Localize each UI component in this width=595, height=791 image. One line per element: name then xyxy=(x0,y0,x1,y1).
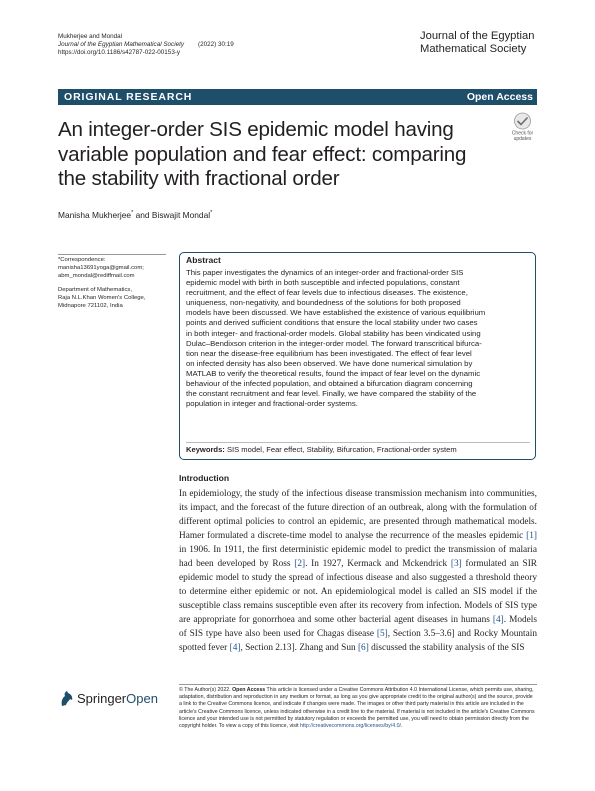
keywords-divider xyxy=(186,442,530,443)
intro-heading: Introduction xyxy=(179,473,230,483)
sidebar-divider xyxy=(58,254,166,255)
check-for-updates-icon xyxy=(508,112,537,142)
paper-title: An integer-order SIS epidemic model having variable population and fear effect: comparing the stability with fractional order xyxy=(58,118,467,191)
citation-link[interactable]: [4] xyxy=(492,615,504,625)
badge-line2: updates xyxy=(513,136,532,142)
affiliation-block: Department of Mathematics, Raja N.L.Khan Women's College, Midnapore 721102, India xyxy=(58,287,146,310)
email-2[interactable]: abm_mondal@rediffmail.com xyxy=(58,273,135,280)
check-for-updates-badge[interactable] xyxy=(508,112,537,142)
citation-link[interactable]: [3] xyxy=(450,559,462,569)
correspondence-block: *Correspondence: manisha13691yoga@gmail.com; abm_mondal@rediffmail.com xyxy=(58,256,168,281)
license-link[interactable]: http://creativecommons.org/licenses/by/4.0/ xyxy=(300,723,401,730)
badge-line1: Check for xyxy=(511,130,534,137)
journal-name: Journal of the Egyptian Mathematical Society xyxy=(420,30,535,55)
email-1[interactable]: manisha13691yoga@gmail.com; xyxy=(58,265,144,272)
running-header xyxy=(58,33,234,58)
intro-paragraph: In epidemiology, the study of the infectious disease transmission mechanism into communities, its impact, and the forecast of the future direction of an outbreak, along with the formulation of different optimal policies to control an epidemic, are presented through mathematical models. Hamer formulated a discrete-time model to analyse the recurrence of the measles epidemic [1] in 1906. In 1911, the first deterministic epidemic model to predict the transmission of malaria had been developed by Ross [2]. In 1927, Kermack and Mckendrick [3] formulated an SIR epidemic model to study the spread of infectious disease and also suggested a threshold theory to determine either epidemic or not. An epidemiological model is called an SIS model if the susceptible class remains susceptible even after its recovery from infection. Models of SIS type are appropriate for gonorrhoea and some other bacterial agent diseases in humans [4]. Models of SIS type have also been used for Chagas disease [5], Section 3.5–3.6] and Rocky Mountain spotted fever [4], Section 2.13]. Zhang and Sun [6] discussed the stability analysis of the SIS xyxy=(179,489,538,653)
license-footnote: © The Author(s) 2022. Open Access This article is licensed under a Creative Commons Attribution 4.0 International License, which permits use, sharing, adaptation, distribution and reproduction in any medium or format, as long as you give appropriate credit to the original author(s) and the source, provide a link to the Creative Commons licence, and indicate if changes were made. The images or other third party material in this article are included in the article's Creative Commons licence, unless indicated otherwise in a credit line to the material. If material is not included in the article's Creative Commons licence and your intended use is not permitted by statutory regulation or exceeds the permitted use, you will need to obtain permission directly from the copyright holder. To view a copy of this licence, visit http://creativecommons.org/licenses/by/4.0/. xyxy=(179,687,535,730)
keywords-list: SIS model, Fear effect, Stability, Bifurcation, Fractional-order system xyxy=(226,445,457,454)
open-access-label: Open Access xyxy=(466,91,533,103)
author-list: Manisha Mukherjee* and Biswajit Mondal* xyxy=(58,210,213,220)
header-journal: Journal of the Egyptian Mathematical Society xyxy=(58,41,185,49)
author-2[interactable]: Biswajit Mondal xyxy=(151,210,211,220)
header-year-page: (2022) 30:19 xyxy=(198,41,234,49)
footer-divider xyxy=(179,684,537,685)
publisher-name: Springer xyxy=(77,691,127,706)
citation-link[interactable]: [5] xyxy=(376,629,388,639)
keywords xyxy=(186,445,531,454)
header-authors: Mukherjee and Mondal xyxy=(58,33,123,40)
section-label: ORIGINAL RESEARCH xyxy=(64,91,193,103)
author-1[interactable]: Manisha Mukherjee xyxy=(58,210,132,220)
citation-link[interactable]: [6] xyxy=(357,643,369,653)
citation-link[interactable]: [2] xyxy=(294,559,306,569)
publisher-open: Open xyxy=(126,691,158,706)
citation-link[interactable]: [1] xyxy=(526,531,537,541)
section-band xyxy=(58,89,537,105)
citation-link[interactable]: [4] xyxy=(229,643,241,653)
header-doi[interactable]: https://doi.org/10.1186/s42787-022-00153-y xyxy=(58,49,181,57)
abstract-body: This paper investigates the dynamics of an integer-order and fractional-order SIS epidemic model with birth in both susceptible and infected populations, constant recruitment, and the effect of fear levels due to infectious diseases. The existence, uniqueness, non-negativity, and boundedness of the solutions for both proposed models have been discussed. We have established the existence of various equilibrium points and derived sufficient conditions that ensure the local stability under two cases in both integer- and fractional-order models. Global stability has been vindicated using Dulac–Bendixson criterion in the integer-order model. The forward transcritical bifurca- tion near the disease-free equilibrium has been investigated. The effect of fear level on infected density has also been observed. We have done numerical simulation by MATLAB to verify the theoretical results, found the impact of fear level on the dynamic behaviour of the infected population, and obtained a bifurcation diagram concerning the constant recruitment and fear level. Finally, we have compared the stability of the population in integer and fractional-order systems. xyxy=(186,268,486,409)
springer-horse-icon xyxy=(58,690,75,708)
keywords-label: Keywords: xyxy=(186,445,225,454)
abstract-heading: Abstract xyxy=(186,255,221,265)
